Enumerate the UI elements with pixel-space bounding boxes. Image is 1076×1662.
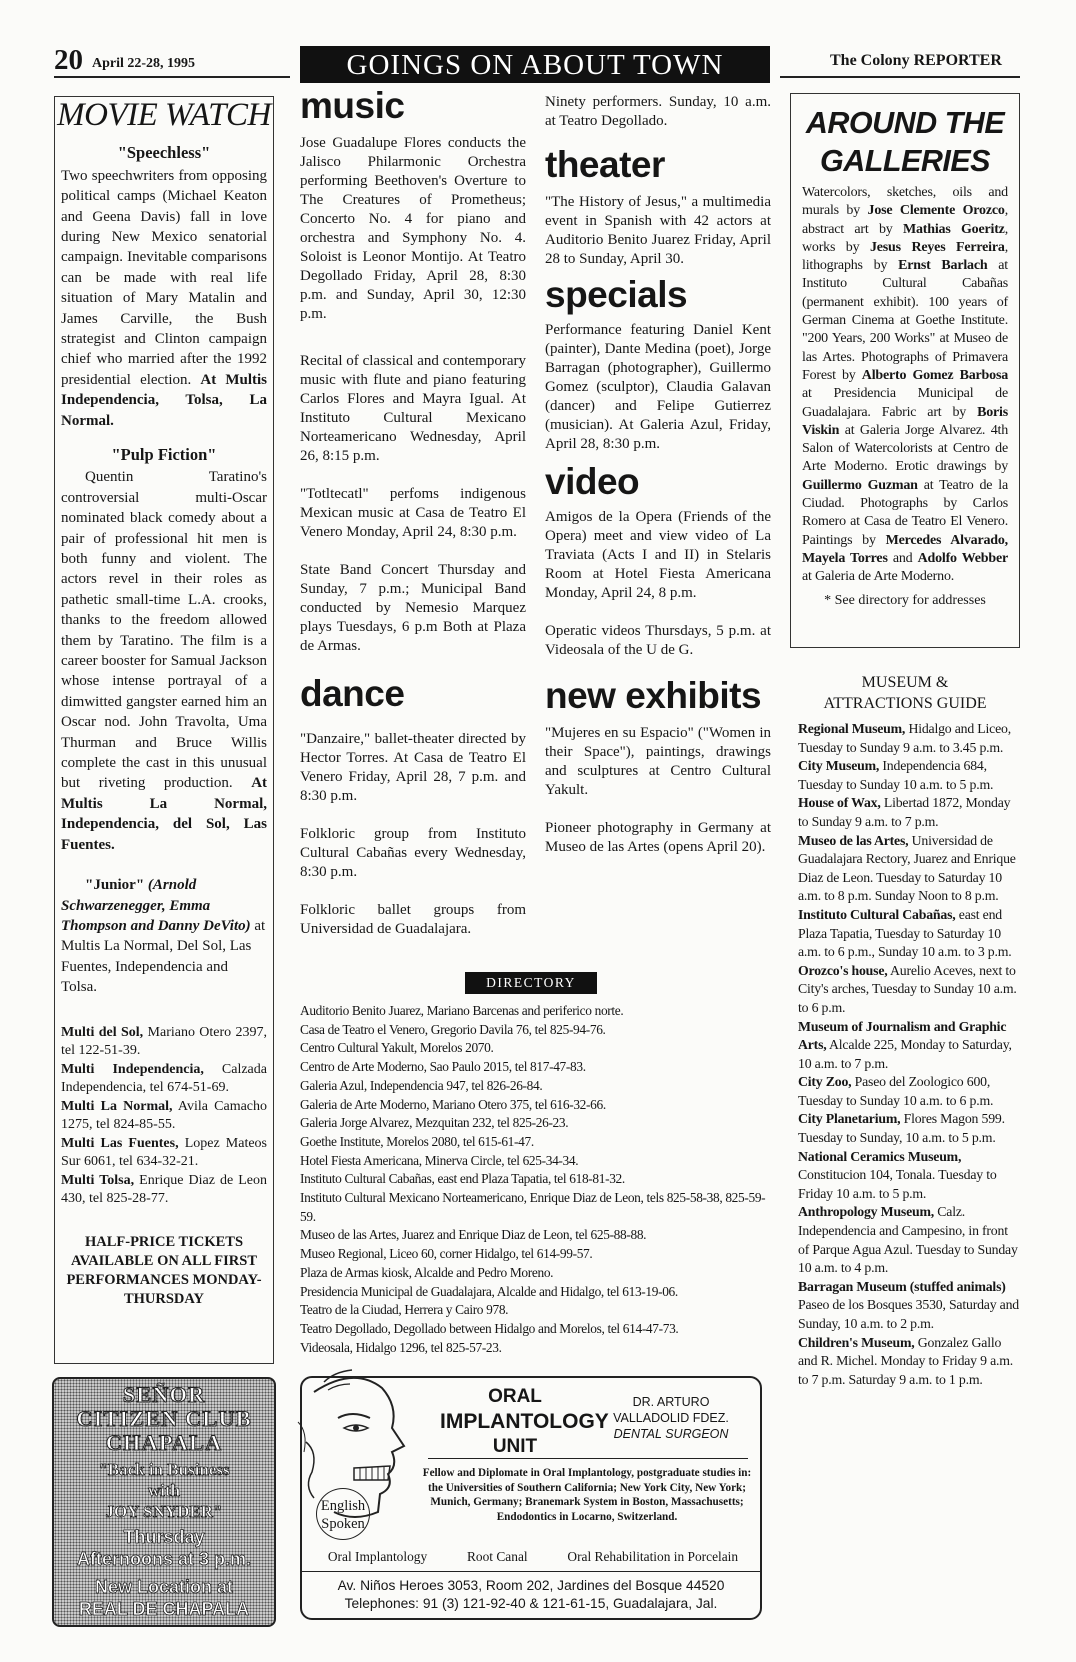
directory-entry: Presidencia Municipal de Guadalajara, Alcalde and Hidalgo, tel 613-19-06. xyxy=(300,1283,678,1299)
directory-entry: Instituto Cultural Cabañas, east end Plaza Tapatia, tel 618-81-32. xyxy=(300,1171,625,1187)
listing: State Band Concert Thursday and Sunday, 7 p.m.; Municipal Band conducted by Nemesio Marquez plays Tuesdays, 6 p.m Both at Plaza de Armas. xyxy=(300,562,526,654)
half-price-notice: HALF-PRICE TICKETS AVAILABLE ON ALL FIRST PERFORMANCES MONDAY-THURSDAY xyxy=(66,1233,262,1307)
galleries-box xyxy=(790,93,1020,648)
listing: Operatic videos Thursdays, 5 p.m. at Videosala of the U de G. xyxy=(545,623,771,658)
column-theater-exhibits xyxy=(545,93,771,876)
doctor-name: VALLADOLID FDEZ. xyxy=(613,1411,729,1425)
directory-entry: Hotel Fiesta Americana, Minerva Circle, tel 625-34-34. xyxy=(300,1152,579,1168)
movie-watch-box xyxy=(54,96,274,1364)
museum-entry: City Zoo, Paseo del Zoologico 600, Tuesday to Sunday 10 a.m. to 6 p.m. xyxy=(798,1074,994,1108)
directory-entry: Teatro Degollado, Degollado between Hidalgo and Morelos, tel 614-47-73. xyxy=(300,1320,679,1336)
music-heading: music xyxy=(300,85,405,126)
list-item: Multi Independencia, Calzada Independencia, tel 674-51-69. xyxy=(61,1061,267,1096)
ad-line: REAL DE CHAPALA xyxy=(78,1599,250,1619)
section-masthead: GOINGS ON ABOUT TOWN xyxy=(300,46,770,83)
listing: Folkloric ballet groups from Universidad de Guadalajara. xyxy=(300,902,526,937)
galleries-heading: AROUND THE xyxy=(805,106,1005,140)
movie-review: "Junior" (Arnold Schwarzenegger, Emma Thompson and Danny DeVito) at Multis La Normal, Del Sol, Las Fuentes, Independencia and Tolsa. xyxy=(61,877,266,996)
directory-entry: Auditorio Benito Juarez, Mariano Barcenas and periferico norte. xyxy=(300,1003,624,1018)
ad-title: UNIT xyxy=(492,1436,538,1457)
doctor-title: DENTAL SURGEON xyxy=(613,1427,729,1441)
ad-line: CHAPALA xyxy=(105,1430,223,1455)
badge-line: Spoken xyxy=(321,1516,365,1532)
ad-title: IMPLANTOLOGY xyxy=(440,1410,609,1433)
directory-entry: Videosala, Hidalgo 1296, tel 825-57-23. xyxy=(300,1339,502,1355)
museum-heading: MUSEUM & xyxy=(861,674,949,691)
ad-line: with xyxy=(147,1481,181,1500)
service-item: Oral Implantology xyxy=(327,1549,428,1564)
clinic-phones: Telephones: 91 (3) 121-92-40 & 121-61-15, Guadalajara, Jal. xyxy=(344,1596,718,1611)
list-item: Multi Las Fuentes, Lopez Mateos Sur 6061, tel 634-32-21. xyxy=(61,1135,267,1170)
listing: Folkloric group from Instituto Cultural Cabañas every Wednesday, 8:30 p.m. xyxy=(300,826,526,880)
header-rule-right xyxy=(780,76,1020,78)
directory-list xyxy=(300,1002,776,1357)
service-item: Root Canal xyxy=(466,1549,528,1564)
page-number: 20 xyxy=(54,44,83,76)
listing: Jose Guadalupe Flores conducts the Jalisco Philarmonic Orchestra performing Beethoven's Overture to The Creatures of Prometheus; Concerto No. 4 for piano and orchestra and Symphony No. 4. Soloist is Leonor Montijo. At Teatro Degollado Friday, April 28, 8:30 p.m. and Sunday, April 30, 12:30 p.m. xyxy=(300,135,526,322)
museum-entry: House of Wax, Libertad 1872, Monday to Sunday 9 a.m. to 7 p.m. xyxy=(798,795,1011,829)
listing: "Totltecatl" perfoms indigenous Mexican music at Casa de Teatro El Venero Monday, April 24, 8:30 p.m. xyxy=(300,486,526,540)
directory-entry: Plaza de Armas kiosk, Alcalde and Pedro Moreno. xyxy=(300,1264,554,1280)
directory-entry: Instituto Cultural Mexicano Norteamericano, Enrique Diaz de Leon, tels 825-58-38, 825-59-59. xyxy=(300,1190,766,1224)
directory-entry: Museo Regional, Liceo 60, corner Hidalgo, tel 614-99-57. xyxy=(300,1246,593,1262)
ad-line: CITIZEN CLUB xyxy=(76,1406,252,1431)
directory-entry: Galeria Azul, Independencia 947, tel 826-26-84. xyxy=(300,1077,543,1093)
listing: "The History of Jesus," a multimedia event in Spanish with 42 actors at Auditorio Benito Juarez Friday, April 28 to Sunday, April 30. xyxy=(545,194,771,267)
ad-line: SEÑOR xyxy=(122,1382,206,1407)
museum-entry: Instituto Cultural Cabañas, east end Plaza Tapatia, Tuesday to Saturday 10 a.m. to 6 p.m., Sunday 10 a.m. to 3 p.m. xyxy=(798,906,1012,960)
ad-title: ORAL xyxy=(488,1386,542,1407)
listing: Pioneer photography in Germany at Museo de las Artes (opens April 20). xyxy=(545,820,771,855)
video-heading: video xyxy=(545,461,640,502)
doctor-name: DR. ARTURO xyxy=(632,1395,710,1409)
museum-entry: National Ceramics Museum, Constitucion 104, Tonala. Tuesday to Friday 10 a.m. to 5 p.m. xyxy=(798,1148,997,1201)
directory-entry: Teatro de la Ciudad, Herrera y Cairo 978. xyxy=(300,1302,509,1318)
movie-review: Quentin Taratino's controversial multi-Oscar nominated black comedy about a pair of professional hit men is both funny and violent. The actors revel in their roles as pathetic small-time L.A. crooks, thanks to the freedom allowed them by Taratino. The film is a career booster for Samual Jackson whose intense portrayal of a dimwitted gangster earned him an Oscar nod. John Travolta, Uma Thurman and Bruce Willis complete the cast in this unusual but riveting production. At Multis La Normal, Independencia, del Sol, Las Fuentes. xyxy=(61,469,268,853)
column-music-dance xyxy=(300,87,526,958)
museum-entry: Museo de las Artes, Universidad de Guadalajara Rectory, Juarez and Enrique Diaz de Leon. Tuesday to Saturday 10 a.m. to 8 p.m. Sunday Noon to 8 p.m. xyxy=(798,832,1016,904)
ad-line: New Location at xyxy=(94,1577,233,1597)
ad-line: "Back in Business xyxy=(98,1460,230,1479)
listing: "Mujeres en su Espacio" ("Women in their Space"), paintings, drawings and sculptures at Centro Cultural Yakult. xyxy=(545,725,771,798)
museum-entry: Children's Museum, Gonzalez Gallo and R. Michel. Monday to Friday 9 a.m. to 7 p.m. Saturday 9 a.m. to 1 p.m. xyxy=(798,1334,1014,1387)
service-item: Oral Rehabilitation in Porcelain xyxy=(567,1549,739,1564)
directory-note: * See directory for addresses xyxy=(824,592,986,608)
listing: Recital of classical and contemporary music with flute and piano featuring Carlos Flores and Mayra Igual. At Instituto Cultural Mexicano Norteamericano Wednesday, April 26, 8:15 p.m. xyxy=(300,353,526,464)
directory-entry: Casa de Teatro el Venero, Gregorio Davila 76, tel 825-94-76. xyxy=(300,1021,606,1037)
ad-divider xyxy=(428,1458,748,1459)
senior-club-ad xyxy=(52,1377,276,1627)
museum-entry: City Planetarium, Flores Magon 599. Tuesday to Sunday, 10 a.m. to 5 p.m. xyxy=(798,1111,1005,1146)
english-spoken-badge xyxy=(316,1488,370,1540)
list-item: Multi del Sol, Mariano Otero 2397, tel 122-51-39. xyxy=(61,1024,268,1059)
directory-entry: Galeria de Arte Moderno, Mariano Otero 375, tel 616-32-66. xyxy=(300,1096,606,1112)
specials-heading: specials xyxy=(545,274,688,315)
movie-title: "Pulp Fiction" xyxy=(111,444,217,464)
header-rule-left xyxy=(54,76,290,78)
galleries-listing: Watercolors, sketches, oils and murals by Jose Clemente Orozco, abstract art by Mathias Goeritz, works by Jesus Reyes Ferreira, lithographs by Ernst Barlach at Instituto Cultural Cabañas (permanent exhibit). 100 years of German Cinema at Goethe Institute. "200 Years, 200 Works" at Museo de las Artes. Photographs of Primavera Forest by Alberto Gomez Barbosa at Presidencia Municipal de Guadalajara. Fabric art by Boris Viskin at Galeria Jorge Alvarez. 4th Salon of Watercolorists at Centro de Arte Moderno. Erotic drawings by Guillermo Guzman at Teatro de la Ciudad. Photographs by Carlos Romero at Casa de Teatro El Venero. Paintings by Mercedes Alvarado, Mayela Torres and Adolfo Webber at Galeria de Arte Moderno. xyxy=(802,185,1008,585)
museum-entry: City Museum, Independencia 684, Tuesday to Sunday 10 a.m. to 5 p.m. xyxy=(798,758,994,792)
theater-heading: theater xyxy=(545,144,665,185)
dental-ad xyxy=(300,1376,762,1620)
directory-entry: Galeria Jorge Alvarez, Mezquitan 232, tel 825-26-23. xyxy=(300,1115,569,1131)
clinic-address: Av. Niños Heroes 3053, Room 202, Jardines del Bosque 44520 xyxy=(337,1578,725,1593)
galleries-heading: GALLERIES xyxy=(819,144,991,178)
movie-watch-heading: MOVIE WATCH xyxy=(57,97,271,133)
directory-label: DIRECTORY xyxy=(465,972,597,994)
dance-heading: dance xyxy=(300,673,405,714)
directory-entry: Centro Cultural Yakult, Morelos 2070. xyxy=(300,1040,494,1056)
list-item: Multi La Normal, Avila Camacho 1275, tel 824-85-55. xyxy=(61,1098,268,1133)
museum-entry: Regional Museum, Hidalgo and Liceo, Tuesday to Sunday 9 a.m. to 3.45 p.m. xyxy=(798,721,1011,755)
ad-line: JOY SNYDER" xyxy=(105,1502,223,1521)
museum-entry: Anthropology Museum, Calz. Independencia and Campesino, in front of Parque Agua Azul. Tuesday to Sunday 10 a.m. to 4 p.m. xyxy=(798,1204,1018,1276)
list-item: Multi Tolsa, Enrique Diaz de Leon 430, tel 825-28-77. xyxy=(61,1172,267,1207)
issue-date: April 22-28, 1995 xyxy=(92,56,196,71)
badge-line: English xyxy=(320,1498,366,1514)
movie-review: Two speechwriters from opposing political camps (Michael Keaton and Geena Davis) fall in love during New Mexico senatorial campaign. Inevitable comparisons can be made with real life situation of Mary Matalin and James Carville, the Bush strategist and Clinton campaign chief who married after the 1992 presidential election. At Multis Independencia, Tolsa, La Normal. xyxy=(61,167,268,429)
directory-entry: Goethe Institute, Morelos 2080, tel 615-61-47. xyxy=(300,1133,534,1149)
ad-line: Afternoons at 3 p.m. xyxy=(76,1549,251,1569)
listing: Ninety performers. Sunday, 10 a.m. at Teatro Degollado. xyxy=(545,94,771,129)
listing: Amigos de la Opera (Friends of the Opera) meet and view video of La Traviata (Acts I and II) in Stelaris Room at Hotel Fiesta Americana Monday, April 24, 8 p.m. xyxy=(545,509,771,601)
ad-divider xyxy=(302,1571,760,1572)
paper-name: The Colony REPORTER xyxy=(830,52,1002,69)
new-exhibits-heading: new exhibits xyxy=(545,675,762,716)
directory-entry: Museo de las Artes, Juarez and Enrique Diaz de Leon, tel 625-88-88. xyxy=(300,1227,647,1243)
museum-heading: ATTRACTIONS GUIDE xyxy=(823,695,987,712)
dentist-credentials: Fellow and Diplomate in Oral Implantology, postgraduate studies in: the Universities of Southern California; New York City, New York; Munich, Germany; Branemark System in Boston, Massachusetts; Endodontics in Locarno, Switzerland. xyxy=(422,1467,752,1523)
movie-title: "Speechless" xyxy=(117,143,211,163)
museum-entry: Museum of Journalism and Graphic Arts, Alcalde 225, Monday to Saturday, 10 a.m. to 7 p.m. xyxy=(798,1018,1012,1071)
directory-entry: Centro de Arte Moderno, Sao Paulo 2015, tel 817-47-83. xyxy=(300,1059,586,1075)
museum-entry: Barragan Museum (stuffed animals) Paseo de los Bosques 3530, Saturday and Sunday, 10 a.m. to 2 p.m. xyxy=(798,1278,1019,1331)
services-row xyxy=(308,1549,758,1565)
cinema-list xyxy=(61,1024,267,1209)
ad-line: Thursday xyxy=(123,1527,205,1547)
listing: "Danzaire," ballet-theater directed by Hector Torres. At Casa de Teatro El Venero Friday, April 28, 7 p.m. and 8:30 p.m. xyxy=(300,731,526,804)
museum-guide xyxy=(790,660,1020,1660)
museum-entry: Orozco's house, Aurelio Aceves, next to City's arches, Tuesday to Sunday 10 a.m. to 6 p.m. xyxy=(798,962,1017,1015)
listing: Performance featuring Daniel Kent (painter), Dante Medina (poet), Jorge Barragan (photographer), Guillermo Gomez (sculptor), Claudia Galavan (dancer) and Felipe Gutierrez (musician). At Galeria Azul, Friday, April 28, 8:30 p.m. xyxy=(545,322,771,452)
